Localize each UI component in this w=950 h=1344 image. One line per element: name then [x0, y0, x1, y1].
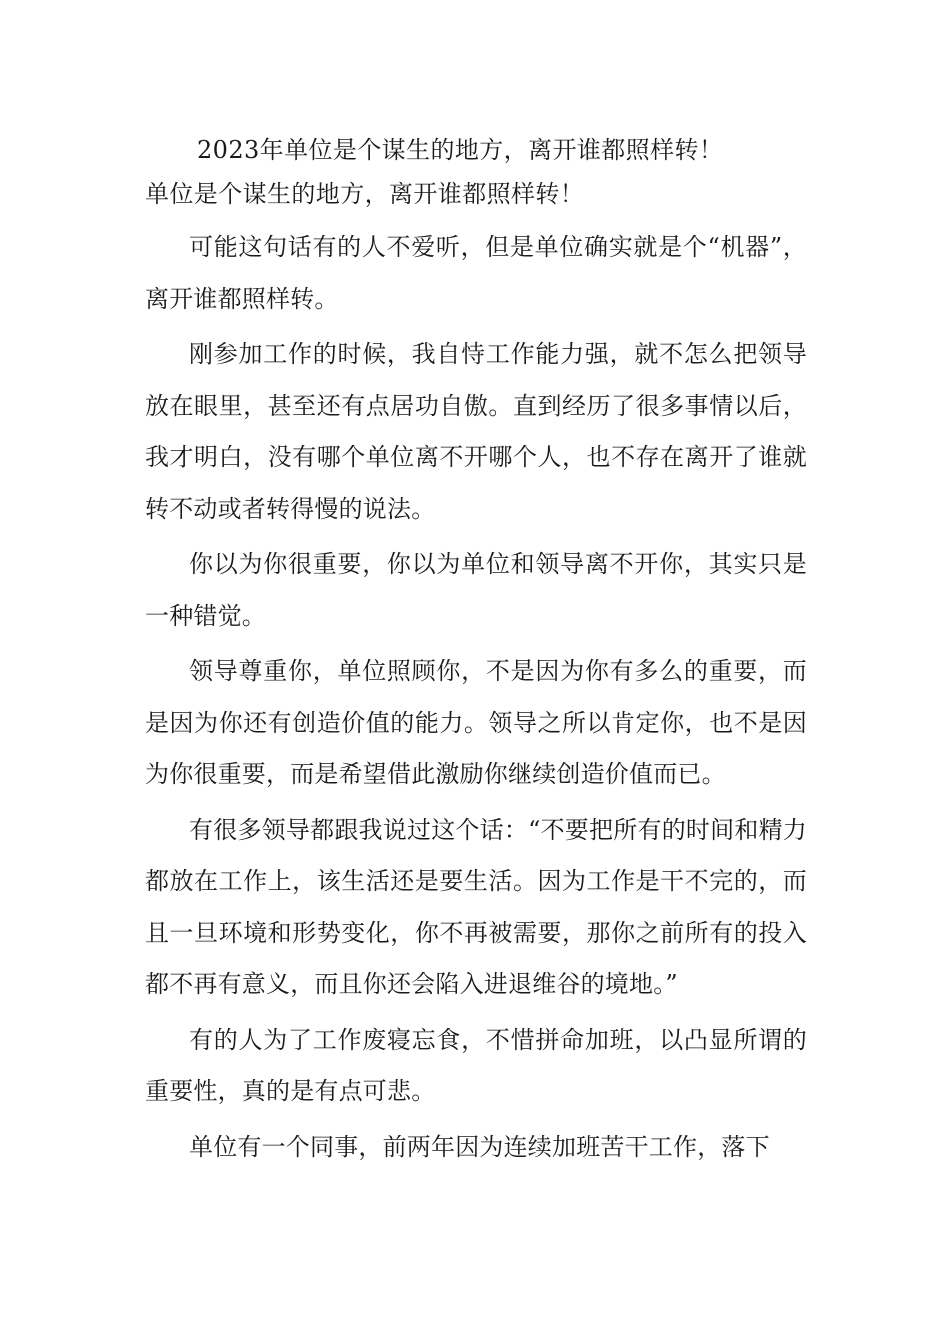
document-subtitle: 单位是个谋生的地方，离开谁都照样转！ — [145, 180, 585, 208]
paragraph: 单位有一个同事，前两年因为连续加班苦干工作，落下 — [189, 1132, 770, 1161]
paragraph: 有的人为了工作废寝忘食，不惜拼命加班，以凸显所谓的重要性，真的是有点可悲。 — [145, 1025, 807, 1105]
paragraph: 你以为你很重要，你以为单位和领导离不开你，其实只是一种错觉。 — [145, 550, 807, 630]
document-title: 2023年单位是个谋生的地方，离开谁都照样转！ — [197, 136, 724, 164]
paragraph: 有很多领导都跟我说过这个话：“不要把所有的时间和精力都放在工作上，该生活还是要生活。因为工作是干不完的，而且一旦环境和形势变化，你不再被需要，那你之前所有的投入都不再有意义，而且你还会陷入进退维谷的境地。” — [145, 815, 807, 998]
paragraph: 领导尊重你，单位照顾你，不是因为你有多么的重要，而是因为你还有创造价值的能力。领导之所以肯定你，也不是因为你很重要，而是希望借此激励你继续创造价值而已。 — [145, 657, 807, 788]
document-body — [145, 128, 807, 1177]
paragraph: 刚参加工作的时候，我自恃工作能力强，就不怎么把领导放在眼里，甚至还有点居功自傲。直到经历了很多事情以后，我才明白，没有哪个单位离不开哪个人，也不存在离开了谁就转不动或者转得慢的说法。 — [145, 340, 807, 523]
paragraph: 可能这句话有的人不爱听，但是单位确实就是个“机器”，离开谁都照样转。 — [145, 233, 807, 313]
